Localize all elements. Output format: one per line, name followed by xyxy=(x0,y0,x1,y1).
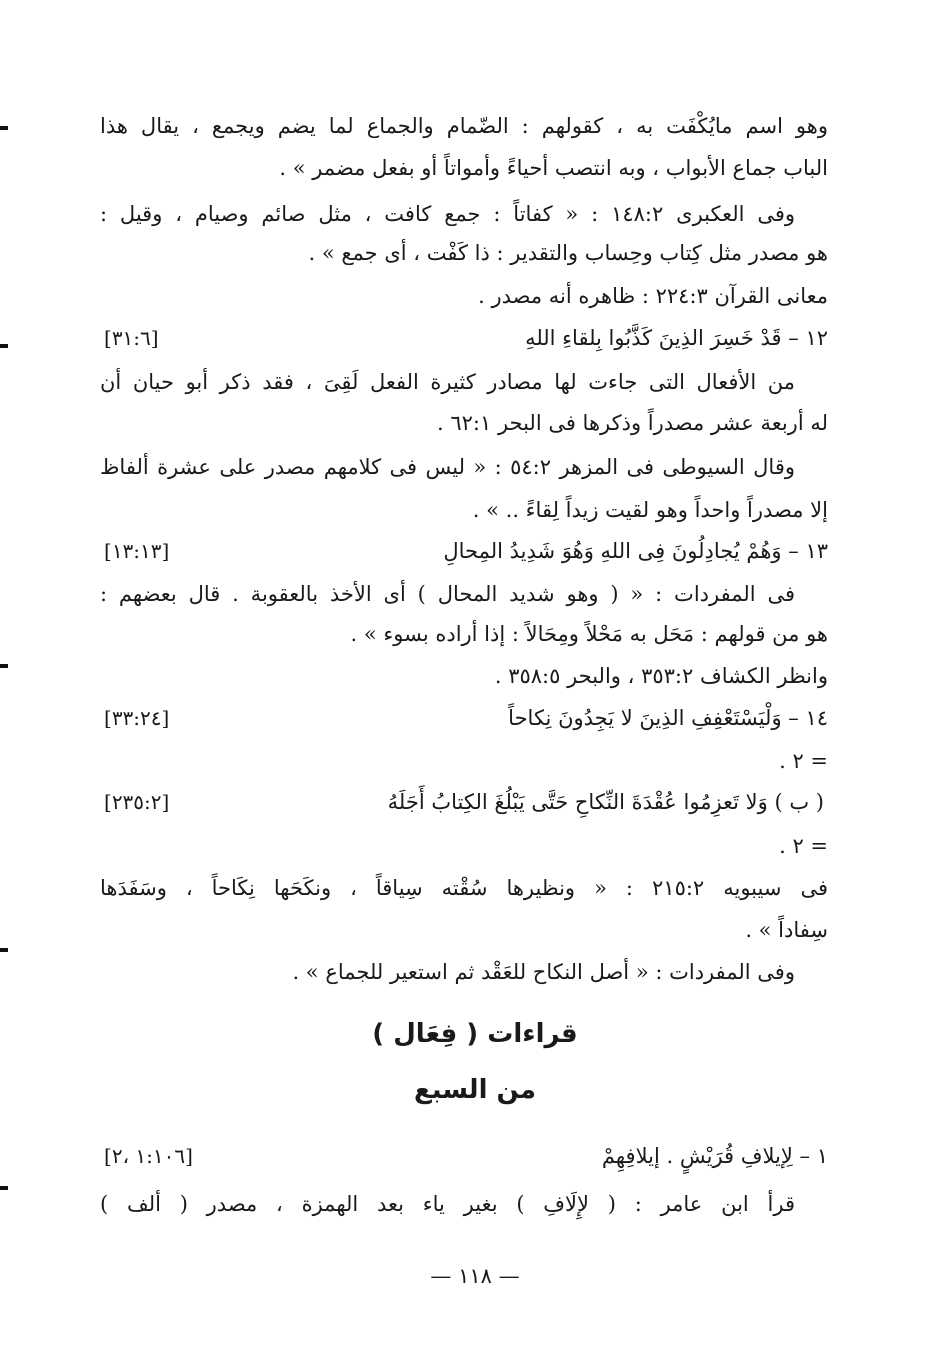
text-line: سِفاداً » . xyxy=(745,918,828,942)
margin-mark xyxy=(0,344,8,348)
text-line: الباب جماع الأبواب ، وبه انتصب أحياءً وأمواتاً أو بفعل مضمر » . xyxy=(279,156,828,180)
text-line: هو من قولهم : مَحَل به مَحْلاً ومِحَالاً : إذا أراده بسوء » . xyxy=(350,622,828,646)
text-line: وانظر الكشاف ٣٥٣:٢ ، والبحر ٣٥٨:٥ . xyxy=(494,664,828,688)
page-number: — ١١٨ — xyxy=(430,1264,520,1288)
margin-mark xyxy=(0,126,8,130)
text-line: له أربعة عشر مصدراً وذكرها فى البحر ٦٢:١ . xyxy=(437,411,828,435)
quran-verse: ١ – لِإيلافِ قُرَيْشٍ . إيلافِهِمْ xyxy=(601,1144,828,1168)
verse-reference: [٣١:٦] xyxy=(104,326,159,350)
text-line: فى سيبويه ٢١٥:٢ : « ونظيرها سُقْته سِياقاً ، ونكَحَها نِكَاحاً ، وسَفَدَها xyxy=(100,876,828,900)
text-line: وفى العكبرى ١٤٨:٢ : « كفاتاً : جمع كافت ، مثل صائم وصيام ، وقيل : xyxy=(100,202,795,226)
verse-reference: [٣٣:٢٤] xyxy=(104,706,170,730)
text-line: = ٢ . xyxy=(779,834,828,858)
text-line: هو مصدر مثل كِتاب وحِساب والتقدير : ذا كَفْت ، أى جمع » . xyxy=(308,241,828,265)
text-line: وهو اسم مايُكْفَت به ، كقولهم : الضّمام والجماع لما يضم ويجمع ، يقال هذا xyxy=(100,114,828,138)
text-line: قرأ ابن عامر : ( لإِلَافِ ) بغير ياء بعد الهمزة ، مصدر ( ألف ) xyxy=(100,1192,795,1216)
text-line: وفى المفردات : « أصل النكاح للعَقْد ثم استعير للجماع » . xyxy=(292,960,795,984)
verse-reference: [١٣:١٣] xyxy=(104,539,170,563)
text-line: وقال السيوطى فى المزهر ٥٤:٢ : « ليس فى كلامهم مصدر على عشرة ألفاظ xyxy=(100,455,795,479)
quran-verse: ( ب ) وَلا تَعزِمُوا عُقْدَةَ النِّكاحِ حَتَّى يَبْلُغَ الكِتابُ أَجَلَهُ xyxy=(387,790,824,814)
text-line: معانى القرآن ٢٢٤:٣ : ظاهره أنه مصدر . xyxy=(478,284,828,308)
quran-verse: ١٣ – وَهُمْ يُجادِلُونَ فِى اللهِ وَهُوَ شَدِيدُ المِحالِ xyxy=(443,539,828,563)
text-line: = ٢ . xyxy=(779,749,828,773)
section-title: قراءات ( فِعَال ) xyxy=(372,1019,578,1049)
quran-verse: ١٢ – قَدْ خَسِرَ الذِينَ كَذَّبُوا بِلقاءِ اللهِ xyxy=(525,326,828,350)
section-subtitle: من السبع xyxy=(413,1075,537,1105)
text-line: فى المفردات : « ( وهو شديد المحال ) أى الأخذ بالعقوبة . قال بعضهم : xyxy=(100,582,795,606)
quran-verse: ١٤ – وَلْيَسْتَعْفِفِ الذِينَ لا يَجِدُونَ نِكاحاً xyxy=(508,706,828,730)
verse-reference: [٢٣٥:٢] xyxy=(104,790,170,814)
margin-mark xyxy=(0,1186,8,1190)
text-line: إلا مصدراً واحداً وهو لقيت زيداً لِقاءً .. » . xyxy=(472,498,828,522)
text-line: من الأفعال التى جاءت لها مصادر كثيرة الفعل لَقِىَ ، فقد ذكر أبو حيان أن xyxy=(100,370,795,394)
verse-reference: [١:١٠٦ ،٢] xyxy=(104,1144,193,1168)
margin-mark xyxy=(0,948,8,952)
margin-mark xyxy=(0,664,8,668)
